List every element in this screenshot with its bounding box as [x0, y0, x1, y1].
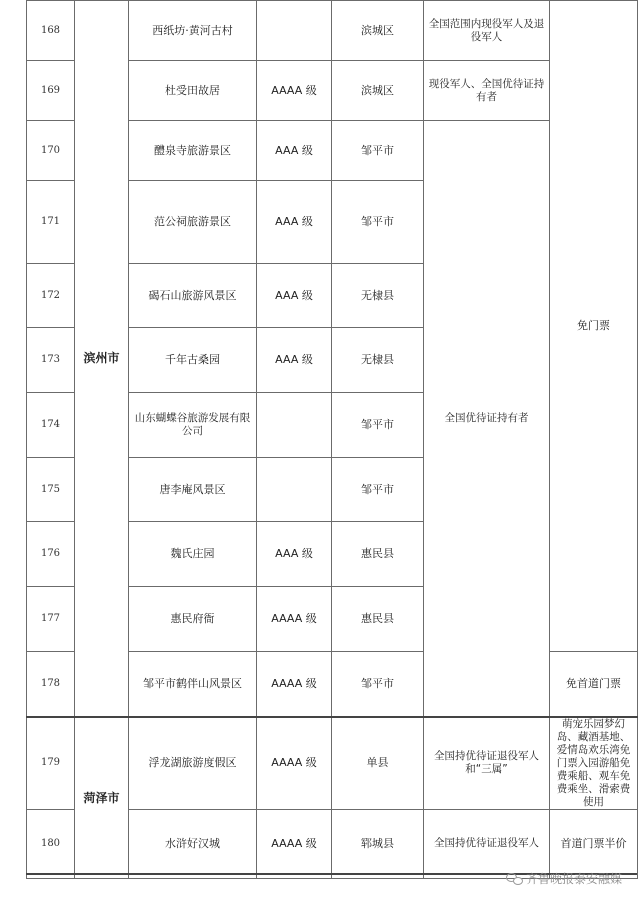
row-number: 171	[27, 181, 75, 264]
scenic-name: 范公祠旅游景区	[129, 181, 257, 264]
district: 滨城区	[332, 1, 424, 61]
scenic-level: AAAA 级	[257, 652, 332, 717]
scenic-level: AAAA 级	[257, 809, 332, 878]
district: 郓城县	[332, 809, 424, 878]
district: 惠民县	[332, 587, 424, 652]
scenic-level: AAAA 级	[257, 587, 332, 652]
row-number: 172	[27, 264, 75, 328]
city-cell-heze: 菏泽市	[75, 717, 129, 879]
district: 邹平市	[332, 393, 424, 458]
district: 无棣县	[332, 328, 424, 393]
district: 邹平市	[332, 181, 424, 264]
scenic-level	[257, 393, 332, 458]
scenic-name: 醴泉寺旅游景区	[129, 121, 257, 181]
city-cell-binzhou: 滨州市	[75, 1, 129, 717]
scenic-name: 浮龙湖旅游度假区	[129, 717, 257, 810]
row-number: 178	[27, 652, 75, 717]
scenic-level: AAA 级	[257, 181, 332, 264]
scenic-level: AAA 级	[257, 264, 332, 328]
district: 单县	[332, 717, 424, 810]
scenic-name: 碣石山旅游风景区	[129, 264, 257, 328]
policy-half-price: 首道门票半价	[550, 809, 638, 878]
scenic-name: 唐李庵风景区	[129, 458, 257, 522]
scenic-name: 惠民府衙	[129, 587, 257, 652]
scenic-name: 杜受田故居	[129, 61, 257, 121]
scenic-level: AAA 级	[257, 522, 332, 587]
district: 无棣县	[332, 264, 424, 328]
policy-free-admission: 免门票	[550, 1, 638, 652]
table-row	[27, 1, 638, 61]
scenic-name: 山东蝴蝶谷旅游发展有限公司	[129, 393, 257, 458]
row-number: 173	[27, 328, 75, 393]
district: 邹平市	[332, 458, 424, 522]
scenic-level: AAA 级	[257, 121, 332, 181]
district: 邹平市	[332, 121, 424, 181]
scenic-name: 千年古桑园	[129, 328, 257, 393]
scenic-name: 水浒好汉城	[129, 809, 257, 878]
row-number: 174	[27, 393, 75, 458]
scenic-level: AAAA 级	[257, 717, 332, 810]
eligibility: 现役军人、全国优待证持有者	[424, 61, 550, 121]
scenic-level	[257, 458, 332, 522]
watermark-text: 齐鲁晚报泰安融媒	[525, 871, 622, 886]
scenic-level: AAAA 级	[257, 61, 332, 121]
eligibility: 全国范围内现役军人及退役军人	[424, 1, 550, 61]
scenic-name: 邹平市鹤伴山风景区	[129, 652, 257, 717]
scenic-level	[257, 1, 332, 61]
row-number: 175	[27, 458, 75, 522]
policy-detail: 萌宠乐园梦幻岛、藏酒基地、爱情岛欢乐湾免门票入园游船免费乘船、观车免费乘坐、滑索费使用	[550, 717, 638, 810]
wechat-icon	[506, 872, 522, 884]
eligibility: 全国优待证持有者	[424, 121, 550, 717]
row-number: 168	[27, 1, 75, 61]
row-number: 176	[27, 522, 75, 587]
scenic-spot-table	[26, 0, 638, 879]
district: 滨城区	[332, 61, 424, 121]
table-row	[27, 717, 638, 810]
scenic-name: 西纸坊·黄河古村	[129, 1, 257, 61]
scenic-level: AAA 级	[257, 328, 332, 393]
eligibility: 全国持优待证退役军人和“三属”	[424, 717, 550, 810]
row-number: 180	[27, 809, 75, 878]
eligibility: 全国持优待证退役军人	[424, 809, 550, 878]
row-number: 177	[27, 587, 75, 652]
row-number: 170	[27, 121, 75, 181]
district: 邹平市	[332, 652, 424, 717]
watermark	[506, 868, 622, 888]
row-number: 169	[27, 61, 75, 121]
row-number: 179	[27, 717, 75, 810]
district: 惠民县	[332, 522, 424, 587]
policy-free-first-ticket: 免首道门票	[550, 652, 638, 717]
scenic-name: 魏氏庄园	[129, 522, 257, 587]
